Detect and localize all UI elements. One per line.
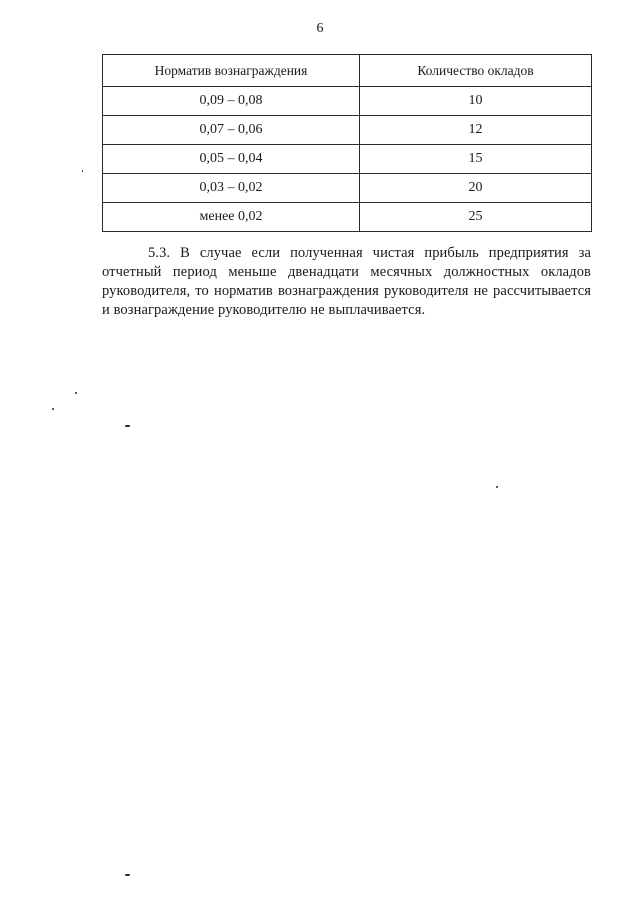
table-row bbox=[103, 174, 592, 203]
table-cell-norm: 0,07 – 0,06 bbox=[103, 116, 360, 145]
table-cell-count: 20 bbox=[360, 174, 592, 203]
table-header-row bbox=[103, 55, 592, 87]
page-number: 6 bbox=[316, 21, 324, 36]
scan-speck bbox=[125, 874, 130, 876]
table-cell-count: 25 bbox=[360, 203, 592, 232]
header-reward-norm: Норматив вознаграждения bbox=[103, 55, 360, 87]
table-row bbox=[103, 203, 592, 232]
table-cell-count: 10 bbox=[360, 87, 592, 116]
table-row bbox=[103, 87, 592, 116]
scan-speck bbox=[52, 408, 54, 410]
scan-speck bbox=[496, 486, 498, 488]
header-salary-count: Количество окладов bbox=[360, 55, 592, 87]
scan-speck bbox=[125, 425, 130, 427]
table-row bbox=[103, 145, 592, 174]
scan-speck bbox=[75, 392, 77, 394]
table-cell-norm: менее 0,02 bbox=[103, 203, 360, 232]
table-cell-norm: 0,09 – 0,08 bbox=[103, 87, 360, 116]
table-cell-norm: 0,05 – 0,04 bbox=[103, 145, 360, 174]
reward-norm-table bbox=[102, 54, 592, 232]
clause-5-3-paragraph: 5.3. В случае если полученная чистая прибыль предприятия за отчетный период меньше двенадцати месячных должностных окладов руководителя, то норматив вознаграждения руководителя не рассчитывается и вознаграждение руководителю не выплачивается. bbox=[102, 245, 591, 318]
table-cell-count: 12 bbox=[360, 116, 592, 145]
table-cell-norm: 0,03 – 0,02 bbox=[103, 174, 360, 203]
table-cell-count: 15 bbox=[360, 145, 592, 174]
scan-speck bbox=[82, 170, 83, 172]
table-row bbox=[103, 116, 592, 145]
